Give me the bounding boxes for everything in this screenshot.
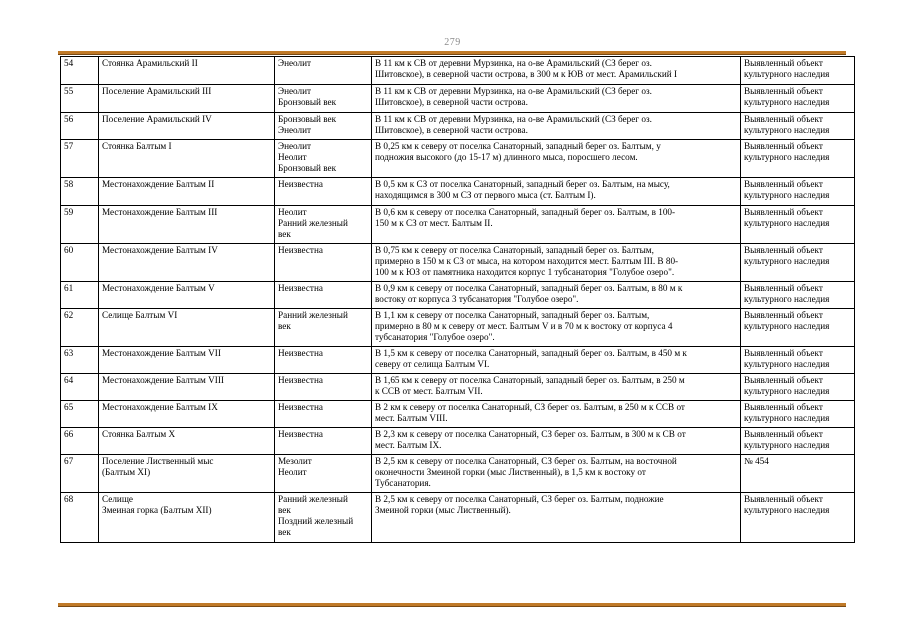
cell-site-name-line: Поселение Арамильский III: [102, 86, 212, 96]
cell-period: [275, 347, 372, 374]
cell-site-name: [99, 282, 275, 309]
cell-status: [741, 374, 855, 401]
cell-status-line: Выявленный объект: [744, 141, 823, 151]
table-row: [61, 455, 855, 493]
cell-location-line: В 0,9 км к северу от поселка Санаторный, западный берег оз. Балтым, в 80 м к: [375, 283, 683, 293]
cell-site-name: [99, 140, 275, 178]
cell-location-line: В 1,1 км к северу от поселка Санаторный, западный берег оз. Балтым,: [375, 310, 650, 320]
table-row: [61, 347, 855, 374]
cell-location: [372, 401, 741, 428]
cell-status-line: культурного наследия: [744, 505, 830, 515]
cell-number: 59: [61, 206, 99, 244]
cell-period-line: Бронзовый век: [278, 163, 337, 173]
cell-period-line: Ранний железный: [278, 310, 348, 320]
cell-location-line: мест. Балтым VIII.: [375, 413, 448, 423]
cell-status: [741, 282, 855, 309]
cell-site-name-line: Местонахождение Балтым IV: [102, 245, 218, 255]
cell-number: 63: [61, 347, 99, 374]
cell-status: [741, 428, 855, 455]
cell-location-line: к ССВ от мест. Балтым VII.: [375, 386, 483, 396]
cell-status-line: Выявленный объект: [744, 179, 823, 189]
cell-site-name-line: Местонахождение Балтым V: [102, 283, 215, 293]
cell-location-line: 100 м к ЮЗ от памятника находится корпус 1 тубсанатория "Голубое озеро".: [375, 267, 675, 277]
cell-status-line: Выявленный объект: [744, 348, 823, 358]
cell-status: [741, 140, 855, 178]
cell-location: [372, 140, 741, 178]
table-row: [61, 85, 855, 113]
cell-location-line: востоку от корпуса 3 тубсанатория "Голубое озеро".: [375, 294, 579, 304]
cell-status-line: культурного наследия: [744, 190, 830, 200]
cell-site-name: [99, 455, 275, 493]
cell-number: 62: [61, 309, 99, 347]
table-row: [61, 309, 855, 347]
cell-location-line: оконечности Змеиной горки (мыс Лиственный), в 1,5 км к востоку от: [375, 467, 646, 477]
cell-location-line: тубсанатория "Голубое озеро".: [375, 332, 495, 342]
cell-site-name-line: Змеиная горка (Балтым XII): [102, 505, 212, 515]
table-row: [61, 493, 855, 543]
cell-period-line: век: [278, 229, 291, 239]
cell-status-line: Выявленный объект: [744, 58, 823, 68]
cell-site-name: [99, 309, 275, 347]
cell-number: 56: [61, 113, 99, 140]
cell-location-line: Шитовское), в северной части острова.: [375, 97, 528, 107]
cell-period: [275, 206, 372, 244]
cell-period-line: Неизвестна: [278, 179, 323, 189]
cell-location-line: находящимся в 300 м СЗ от первого мыса (ст. Балтым I).: [375, 190, 596, 200]
cell-number: 54: [61, 57, 99, 85]
cell-status-line: Выявленный объект: [744, 114, 823, 124]
table-row: [61, 282, 855, 309]
cell-period-line: Мезолит: [278, 456, 312, 466]
cell-period: [275, 282, 372, 309]
table-row: [61, 428, 855, 455]
cell-location-line: В 0,6 км к северу от поселка Санаторный, западный берег оз. Балтым, в 100-: [375, 207, 676, 217]
cell-site-name-line: (Балтым XI): [102, 467, 151, 477]
cell-location-line: В 11 км к СВ от деревни Мурзинка, на о-ве Арамильский (СЗ берег оз.: [375, 114, 652, 124]
cell-period: [275, 374, 372, 401]
cell-period-line: Неизвестна: [278, 348, 323, 358]
cell-location-line: примерно в 150 м к СЗ от мыса, на котором находится мест. Балтым III. В 80-: [375, 256, 679, 266]
cell-period-line: Неизвестна: [278, 283, 323, 293]
cell-period: [275, 493, 372, 543]
cell-site-name-line: Местонахождение Балтым VIII: [102, 375, 224, 385]
cell-location-line: В 11 км к СВ от деревни Мурзинка, на о-ве Арамильский (СЗ берег оз.: [375, 58, 652, 68]
cell-location-line: мест. Балтым IX.: [375, 440, 442, 450]
cell-period-line: Бронзовый век: [278, 97, 337, 107]
cell-period-line: Поздний железный: [278, 516, 354, 526]
cell-site-name: [99, 347, 275, 374]
table-row: [61, 57, 855, 85]
cell-status-line: Выявленный объект: [744, 494, 823, 504]
cell-number: 60: [61, 244, 99, 282]
cell-period-line: Неолит: [278, 467, 307, 477]
cell-status-line: культурного наследия: [744, 413, 830, 423]
cell-period: [275, 455, 372, 493]
cell-period: [275, 401, 372, 428]
cell-period-line: Ранний железный: [278, 218, 348, 228]
cell-site-name-line: Поселение Лиственный мыс: [102, 456, 214, 466]
cell-status-line: Выявленный объект: [744, 375, 823, 385]
cell-number: 68: [61, 493, 99, 543]
table-body: [61, 57, 855, 543]
cell-site-name: [99, 374, 275, 401]
cell-period-line: Энеолит: [278, 58, 312, 68]
cell-location-line: В 2,3 км к северу от поселка Санаторный, СЗ берег оз. Балтым, в 300 м к СВ от: [375, 429, 686, 439]
cell-location-line: Тубсанатория.: [375, 478, 431, 488]
cell-site-name: [99, 493, 275, 543]
cell-status: [741, 401, 855, 428]
page-number: 279: [444, 37, 461, 48]
cell-status-line: культурного наследия: [744, 359, 830, 369]
cell-status: [741, 178, 855, 206]
cell-period-line: Ранний железный: [278, 494, 348, 504]
cell-site-name-line: Местонахождение Балтым IX: [102, 402, 218, 412]
cell-status-line: культурного наследия: [744, 218, 830, 228]
cell-period: [275, 428, 372, 455]
cell-status: [741, 113, 855, 140]
cell-site-name-line: Стоянка Арамильский II: [102, 58, 198, 68]
cell-location-line: подножия высокого (до 15-17 м) длинного мыса, поросшего лесом.: [375, 152, 638, 162]
cell-location-line: В 0,25 км к северу от поселка Санаторный, западный берег оз. Балтым, у: [375, 141, 661, 151]
cell-period-line: Неизвестна: [278, 429, 323, 439]
cell-site-name: [99, 428, 275, 455]
cell-period-line: Бронзовый век: [278, 114, 337, 124]
cell-number: 66: [61, 428, 99, 455]
cell-number: 57: [61, 140, 99, 178]
cell-site-name: [99, 85, 275, 113]
cell-location: [372, 206, 741, 244]
cell-period-line: век: [278, 527, 291, 537]
cell-status-line: культурного наследия: [744, 256, 830, 266]
cell-status: [741, 57, 855, 85]
cell-location-line: В 2,5 км к северу от поселка Санаторный, СЗ берег оз. Балтым, подножие: [375, 494, 664, 504]
cell-location-line: В 2,5 км к северу от поселка Санаторный, СЗ берег оз. Балтым, на восточной: [375, 456, 677, 466]
table-row: [61, 244, 855, 282]
cell-status-line: культурного наследия: [744, 69, 830, 79]
cell-status-line: Выявленный объект: [744, 207, 823, 217]
cell-period: [275, 140, 372, 178]
cell-period-line: век: [278, 505, 291, 515]
cell-period: [275, 178, 372, 206]
cell-period-line: Энеолит: [278, 125, 312, 135]
cell-location: [372, 309, 741, 347]
cell-period: [275, 244, 372, 282]
cell-status: [741, 206, 855, 244]
table-row: [61, 178, 855, 206]
cell-site-name: [99, 244, 275, 282]
cell-number: 61: [61, 282, 99, 309]
cell-location: [372, 57, 741, 85]
table-row: [61, 374, 855, 401]
cell-location: [372, 282, 741, 309]
cell-status-line: Выявленный объект: [744, 86, 823, 96]
cell-status-line: культурного наследия: [744, 152, 830, 162]
cell-period: [275, 113, 372, 140]
cell-location-line: Шитовское), в северной части острова, в 300 м к ЮВ от мест. Арамильский I: [375, 69, 678, 79]
cell-location: [372, 428, 741, 455]
cell-site-name: [99, 206, 275, 244]
cell-location: [372, 113, 741, 140]
cell-period: [275, 57, 372, 85]
cell-site-name-line: Местонахождение Балтым II: [102, 179, 215, 189]
cell-period: [275, 85, 372, 113]
cell-status-line: культурного наследия: [744, 125, 830, 135]
cell-status-line: Выявленный объект: [744, 429, 823, 439]
cell-site-name: [99, 57, 275, 85]
cell-number: 65: [61, 401, 99, 428]
header-rule: [58, 51, 846, 55]
cell-location: [372, 178, 741, 206]
footer-rule: [58, 603, 846, 607]
cell-location: [372, 347, 741, 374]
cell-status-line: Выявленный объект: [744, 402, 823, 412]
cell-location: [372, 244, 741, 282]
cell-location-line: северу от селища Балтым VI.: [375, 359, 490, 369]
cell-status: [741, 85, 855, 113]
cell-site-name-line: Поселение Арамильский IV: [102, 114, 212, 124]
cell-site-name-line: Местонахождение Балтым VII: [102, 348, 221, 358]
cell-status-line: культурного наследия: [744, 294, 830, 304]
cell-site-name: [99, 113, 275, 140]
table-row: [61, 140, 855, 178]
cell-number: 64: [61, 374, 99, 401]
cell-period-line: Энеолит: [278, 86, 312, 96]
cell-period-line: Неолит: [278, 152, 307, 162]
table-row: [61, 401, 855, 428]
cell-status-line: № 454: [744, 456, 769, 466]
cell-status-line: Выявленный объект: [744, 310, 823, 320]
cell-status: [741, 493, 855, 543]
cell-period: [275, 309, 372, 347]
cell-location: [372, 493, 741, 543]
cell-location-line: 150 м к СЗ от мест. Балтым II.: [375, 218, 493, 228]
cell-period-line: век: [278, 321, 291, 331]
cell-number: 67: [61, 455, 99, 493]
cell-period-line: Неолит: [278, 207, 307, 217]
cell-period-line: Неизвестна: [278, 402, 323, 412]
cell-location: [372, 85, 741, 113]
cell-location-line: В 2 км к северу от поселка Санаторный, СЗ берег оз. Балтым, в 250 м к ССВ от: [375, 402, 685, 412]
cell-status: [741, 455, 855, 493]
cell-location: [372, 374, 741, 401]
cell-site-name-line: Стоянка Балтым I: [102, 141, 172, 151]
cell-status-line: культурного наследия: [744, 440, 830, 450]
cell-location-line: В 1,65 км к северу от поселка Санаторный, западный берег оз. Балтым, в 250 м: [375, 375, 685, 385]
cell-location-line: В 1,5 км к северу от поселка Санаторный, западный берег оз. Балтым, в 450 м к: [375, 348, 687, 358]
cell-number: 55: [61, 85, 99, 113]
cell-location-line: Шитовское), в северной части острова.: [375, 125, 528, 135]
cell-status-line: культурного наследия: [744, 97, 830, 107]
cell-site-name-line: Местонахождение Балтым III: [102, 207, 218, 217]
heritage-registry-table: [60, 56, 855, 543]
cell-status-line: Выявленный объект: [744, 245, 823, 255]
cell-period-line: Энеолит: [278, 141, 312, 151]
cell-location-line: В 0,75 км к северу от поселка Санаторный, западный берег оз. Балтым,: [375, 245, 654, 255]
table-row: [61, 113, 855, 140]
cell-status: [741, 347, 855, 374]
table-row: [61, 206, 855, 244]
cell-site-name: [99, 401, 275, 428]
cell-site-name-line: Селище Балтым VI: [102, 310, 178, 320]
cell-location-line: Змеиной горки (мыс Лиственный).: [375, 505, 511, 515]
cell-status: [741, 309, 855, 347]
cell-site-name-line: Селище: [102, 494, 133, 504]
cell-period-line: Неизвестна: [278, 375, 323, 385]
cell-status-line: Выявленный объект: [744, 283, 823, 293]
cell-location-line: В 11 км к СВ от деревни Мурзинка, на о-ве Арамильский (СЗ берег оз.: [375, 86, 652, 96]
cell-site-name-line: Стоянка Балтым X: [102, 429, 176, 439]
cell-status: [741, 244, 855, 282]
cell-status-line: культурного наследия: [744, 321, 830, 331]
cell-location-line: В 0,5 км к СЗ от поселка Санаторный, западный берег оз. Балтым, на мысу,: [375, 179, 670, 189]
cell-status-line: культурного наследия: [744, 386, 830, 396]
cell-period-line: Неизвестна: [278, 245, 323, 255]
cell-site-name: [99, 178, 275, 206]
cell-number: 58: [61, 178, 99, 206]
cell-location-line: примерно в 80 м к северу от мест. Балтым V и в 70 м к востоку от корпуса 4: [375, 321, 673, 331]
cell-location: [372, 455, 741, 493]
